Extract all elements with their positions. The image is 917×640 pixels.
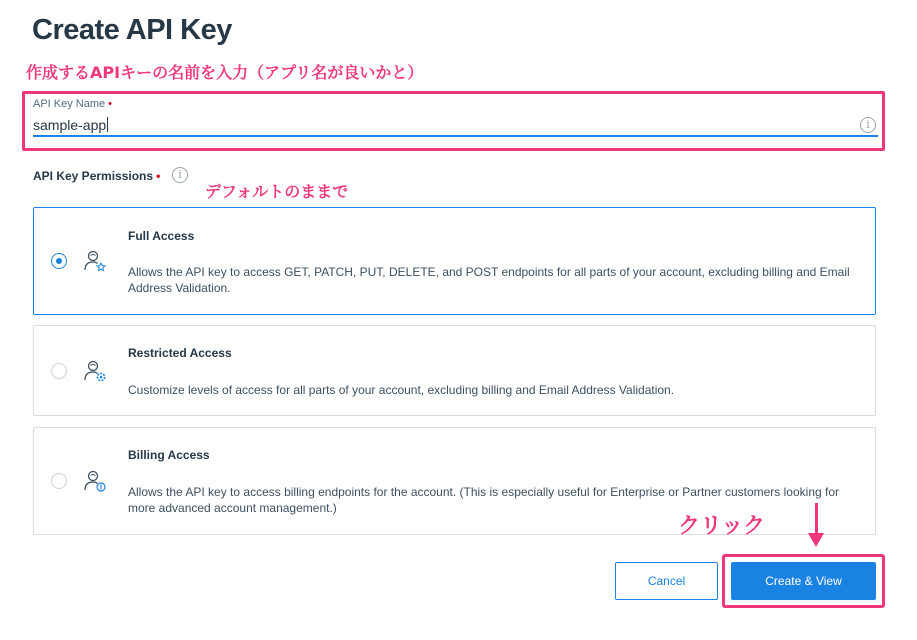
user-star-icon: [82, 248, 108, 274]
option-description: Allows the API key to access GET, PATCH, PUT, DELETE, and POST endpoints for all parts of your account, excluding billing and Email Address Validation.: [128, 265, 850, 295]
user-dollar-icon: [82, 468, 108, 494]
annotation-click-hint: クリック: [678, 514, 766, 539]
radio-full-access[interactable]: [51, 253, 67, 269]
annotation-permissions-hint: デフォルトのままで: [205, 182, 349, 201]
radio-restricted-access[interactable]: [51, 363, 67, 379]
name-field-highlight: [22, 91, 885, 151]
option-title: Full Access: [128, 229, 195, 243]
text-caret: [107, 117, 108, 132]
page-title: Create API Key: [32, 14, 232, 46]
user-gear-icon: [82, 358, 108, 384]
api-key-name-underline: [33, 135, 878, 137]
required-mark: •: [156, 169, 161, 183]
api-key-name-label: API Key Name •: [33, 98, 112, 110]
info-icon[interactable]: i: [860, 117, 876, 133]
radio-billing-access[interactable]: [51, 473, 67, 489]
permission-option-restricted-access[interactable]: [33, 325, 876, 416]
annotation-arrow-head: [808, 533, 824, 547]
api-key-name-input[interactable]: sample-app: [33, 117, 107, 133]
annotation-arrow: [815, 503, 818, 537]
info-icon[interactable]: i: [172, 167, 188, 183]
create-and-view-button[interactable]: Create & View: [731, 562, 876, 600]
annotation-name-hint: 作成するAPIキーの名前を入力（アプリ名が良いかと）: [26, 63, 424, 82]
cancel-button[interactable]: Cancel: [615, 562, 718, 600]
api-key-permissions-label: API Key Permissions •: [33, 169, 161, 183]
option-description: Customize levels of access for all parts of your account, excluding billing and Email Address Validation.: [128, 383, 675, 397]
required-mark: •: [108, 98, 112, 110]
permission-option-full-access[interactable]: [33, 207, 876, 315]
option-title: Billing Access: [128, 448, 210, 462]
option-description: Allows the API key to access billing endpoints for the account. (This is especially useful for Enterprise or Partner customers looking for more advanced account management.): [128, 485, 839, 515]
option-title: Restricted Access: [128, 346, 232, 360]
